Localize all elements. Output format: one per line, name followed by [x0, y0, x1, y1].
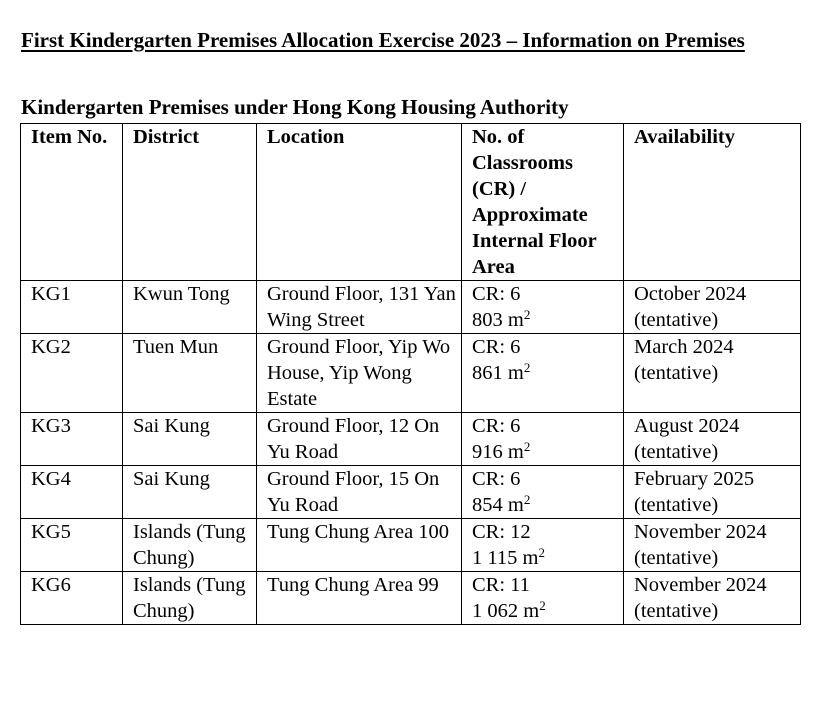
- district-cell: Islands (Tung Chung): [123, 519, 257, 572]
- document-title: First Kindergarten Premises Allocation Exercise 2023 – Information on Premises: [21, 28, 745, 52]
- floor-area-value: 1 062 m: [472, 600, 540, 622]
- floor-area: [472, 545, 619, 571]
- location-cell: Tung Chung Area 100: [257, 519, 462, 572]
- table-row: [21, 519, 801, 572]
- floor-area: [472, 492, 619, 518]
- floor-area: [472, 360, 619, 386]
- classrooms-count: CR: 6: [472, 283, 521, 305]
- availability-note: (tentative): [634, 547, 719, 569]
- floor-area-unit-exponent: 2: [523, 492, 531, 507]
- table-row: [21, 572, 801, 625]
- table-row: [21, 334, 801, 413]
- district-cell: Tuen Mun: [123, 334, 257, 413]
- header-availability: Availability: [624, 124, 801, 281]
- classrooms-count: CR: 6: [472, 415, 521, 437]
- availability-cell: [624, 413, 801, 466]
- location-cell: Ground Floor, Yip Wo House, Yip Wong Estate: [257, 334, 462, 413]
- classrooms-count: CR: 11: [472, 574, 530, 596]
- floor-area-value: 854 m: [472, 494, 524, 516]
- item-no-cell: KG4: [21, 466, 123, 519]
- header-district: District: [123, 124, 257, 281]
- availability-date: March 2024: [634, 336, 734, 358]
- floor-area-unit-exponent: 2: [538, 545, 545, 560]
- item-no-cell: KG5: [21, 519, 123, 572]
- premises-table: [20, 123, 801, 625]
- header-location: Location: [257, 124, 462, 281]
- floor-area-value: 861 m: [472, 362, 524, 384]
- classrooms-area-cell: [462, 413, 624, 466]
- availability-cell: [624, 334, 801, 413]
- availability-date: February 2025: [634, 468, 755, 490]
- availability-note: (tentative): [634, 309, 719, 331]
- table-header-row: [21, 124, 801, 281]
- floor-area-unit-exponent: 2: [539, 598, 546, 613]
- floor-area-unit-exponent: 2: [523, 360, 531, 375]
- availability-date: November 2024: [634, 521, 767, 543]
- location-cell: Ground Floor, 12 On Yu Road: [257, 413, 462, 466]
- table-row: [21, 466, 801, 519]
- floor-area: [472, 598, 619, 624]
- item-no-cell: KG6: [21, 572, 123, 625]
- item-no-cell: KG3: [21, 413, 123, 466]
- item-no-cell: KG1: [21, 281, 123, 334]
- classrooms-count: CR: 6: [472, 468, 521, 490]
- location-cell: Ground Floor, 15 On Yu Road: [257, 466, 462, 519]
- floor-area: [472, 307, 619, 333]
- district-cell: Kwun Tong: [123, 281, 257, 334]
- header-classrooms-area: No. of Classrooms (CR) / Approximate Internal Floor Area: [462, 124, 624, 281]
- district-cell: Sai Kung: [123, 466, 257, 519]
- availability-cell: [624, 572, 801, 625]
- table-row: [21, 413, 801, 466]
- floor-area: [472, 439, 619, 465]
- district-cell: Sai Kung: [123, 413, 257, 466]
- floor-area-unit-exponent: 2: [523, 439, 531, 454]
- availability-date: October 2024: [634, 283, 747, 305]
- availability-cell: [624, 281, 801, 334]
- availability-date: August 2024: [634, 415, 740, 437]
- availability-note: (tentative): [634, 362, 719, 384]
- classrooms-area-cell: [462, 519, 624, 572]
- floor-area-value: 803 m: [472, 309, 524, 331]
- classrooms-area-cell: [462, 281, 624, 334]
- floor-area-value: 1 115 m: [472, 547, 539, 569]
- availability-date: November 2024: [634, 574, 767, 596]
- table-row: [21, 281, 801, 334]
- floor-area-unit-exponent: 2: [523, 307, 531, 322]
- location-cell: Tung Chung Area 99: [257, 572, 462, 625]
- location-cell: Ground Floor, 131 Yan Wing Street: [257, 281, 462, 334]
- classrooms-area-cell: [462, 572, 624, 625]
- floor-area-value: 916 m: [472, 441, 524, 463]
- availability-note: (tentative): [634, 600, 719, 622]
- classrooms-area-cell: [462, 466, 624, 519]
- classrooms-area-cell: [462, 334, 624, 413]
- item-no-cell: KG2: [21, 334, 123, 413]
- availability-note: (tentative): [634, 441, 719, 463]
- availability-cell: [624, 519, 801, 572]
- district-cell: Islands (Tung Chung): [123, 572, 257, 625]
- classrooms-count: CR: 12: [472, 521, 531, 543]
- availability-note: (tentative): [634, 494, 719, 516]
- header-item-no: Item No.: [21, 124, 123, 281]
- classrooms-count: CR: 6: [472, 336, 521, 358]
- availability-cell: [624, 466, 801, 519]
- section-title: Kindergarten Premises under Hong Kong Housing Authority: [21, 95, 569, 119]
